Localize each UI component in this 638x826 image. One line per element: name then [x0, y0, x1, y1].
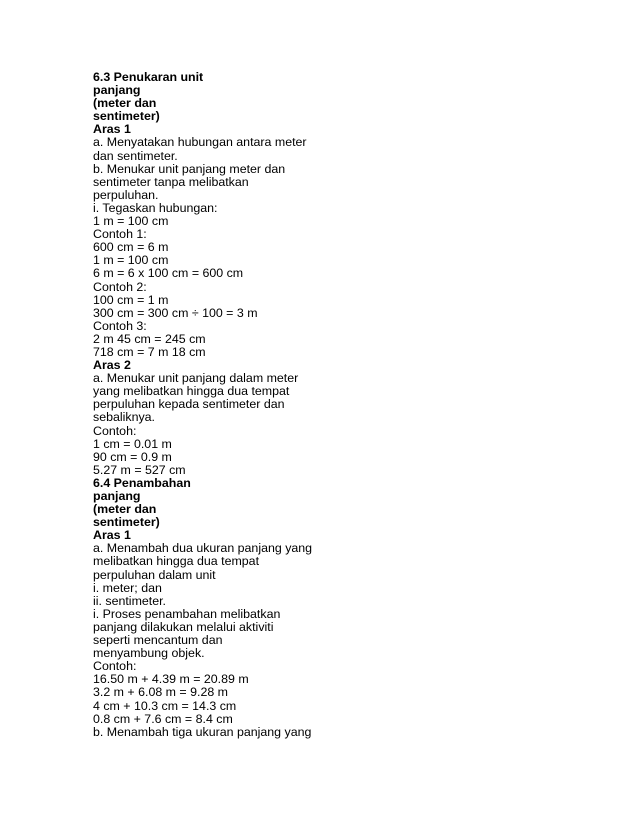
text-line: 1 cm = 0.01 m	[93, 436, 172, 451]
text-line: sebaliknya.	[93, 410, 155, 425]
text-line: perpuluhan.	[93, 187, 159, 202]
text-line: melibatkan hingga dua tempat	[93, 554, 260, 569]
text-line: 16.50 m + 4.39 m = 20.89 m	[93, 672, 249, 687]
text-line: 1 m = 100 cm	[93, 253, 169, 268]
section-heading-line: sentimeter)	[93, 515, 160, 530]
text-line: 2 m 45 cm = 245 cm	[93, 331, 206, 346]
text-line: 1 m = 100 cm	[93, 214, 169, 229]
text-line: Contoh:	[93, 659, 137, 674]
text-line: a. Menukar unit panjang dalam meter	[93, 371, 299, 386]
text-line: 100 cm = 1 m	[93, 292, 169, 307]
text-line: 6 m = 6 x 100 cm = 600 cm	[93, 266, 244, 281]
text-line: perpuluhan kepada sentimeter dan	[93, 397, 285, 412]
text-line: 90 cm = 0.9 m	[93, 449, 172, 464]
text-line: i. Proses penambahan melibatkan	[93, 606, 281, 621]
text-line: yang melibatkan hingga dua tempat	[93, 384, 290, 399]
text-line: 3.2 m + 6.08 m = 9.28 m	[93, 685, 228, 700]
text-line: 300 cm = 300 cm ÷ 100 = 3 m	[93, 305, 258, 320]
text-line: 600 cm = 6 m	[93, 240, 169, 255]
section-heading-line: (meter dan	[93, 502, 157, 517]
section-heading-line: panjang	[93, 489, 141, 503]
section-heading-line: 6.3 Penukaran unit	[93, 70, 204, 84]
section-heading-line: 6.4 Penambahan	[93, 475, 191, 490]
text-line: a. Menambah dua ukuran panjang yang	[93, 541, 313, 556]
section-heading-line: sentimeter)	[93, 109, 160, 124]
text-line: i. meter; dan	[93, 580, 162, 595]
text-line: i. Tegaskan hubungan:	[93, 200, 218, 215]
text-line: ii. sentimeter.	[93, 593, 166, 608]
section-heading-line: Aras 2	[93, 358, 131, 373]
section-heading-line: Aras 1	[93, 122, 131, 137]
text-line: 4 cm + 10.3 cm = 14.3 cm	[93, 698, 237, 713]
text-line: Contoh:	[93, 423, 137, 438]
text-line: b. Menambah tiga ukuran panjang yang	[93, 724, 312, 739]
section-heading-line: Aras 1	[93, 528, 131, 543]
text-line: Contoh 1:	[93, 227, 147, 242]
text-line: b. Menukar unit panjang meter dan	[93, 161, 286, 176]
text-line: a. Menyatakan hubungan antara meter	[93, 135, 307, 150]
text-line: sentimeter tanpa melibatkan	[93, 174, 249, 189]
text-line: 5.27 m = 527 cm	[93, 462, 186, 477]
text-line: dan sentimeter.	[93, 148, 178, 163]
text-line: Contoh 2:	[93, 279, 147, 294]
document-body	[93, 71, 353, 739]
section-heading-line: panjang	[93, 83, 141, 98]
text-line: 718 cm = 7 m 18 cm	[93, 344, 206, 359]
text-line: Contoh 3:	[93, 318, 147, 333]
section-heading-line: (meter dan	[93, 96, 157, 111]
text-line: menyambung objek.	[93, 646, 205, 661]
text-line: perpuluhan dalam unit	[93, 567, 216, 582]
text-line: 0.8 cm + 7.6 cm = 8.4 cm	[93, 711, 233, 726]
text-line: panjang dilakukan melalui aktiviti	[93, 619, 274, 634]
text-line: seperti mencantum dan	[93, 633, 223, 648]
